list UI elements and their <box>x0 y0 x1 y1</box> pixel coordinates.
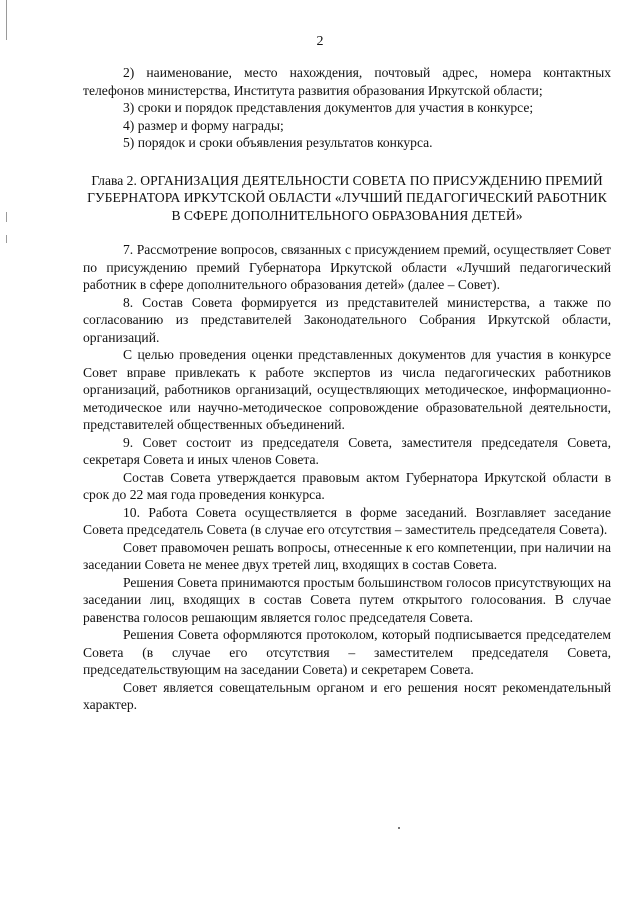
scan-margin-mark <box>6 212 7 222</box>
paragraph: 7. Рассмотрение вопросов, связанных с присуждением премий, осуществляет Совет по присуждению премий Губернатора Иркутской области «Лучший педагогический работник в сфере дополнительного образования детей» (далее – Совет). <box>83 242 611 292</box>
chapter-heading: Глава 2. ОРГАНИЗАЦИЯ ДЕЯТЕЛЬНОСТИ СОВЕТА ПО ПРИСУЖДЕНИЮ ПРЕМИЙ ГУБЕРНАТОРА ИРКУТСКОЙ ОБЛАСТИ «ЛУЧШИЙ ПЕДАГОГИЧЕСКИЙ РАБОТНИК В СФЕРЕ ДОПОЛНИТЕЛЬНОГО ОБРАЗОВАНИЯ ДЕТЕЙ» <box>87 172 607 223</box>
document-body <box>83 64 611 714</box>
list-item: 5) порядок и сроки объявления результатов конкурса. <box>123 135 433 150</box>
list-item: 2) наименование, место нахождения, почтовый адрес, номера контактных телефонов министерства, Института развития образования Иркутской области; <box>83 65 611 98</box>
scan-margin-mark <box>6 235 7 243</box>
paragraph: Совет правомочен решать вопросы, отнесенные к его компетенции, при наличии на заседании Совета не менее двух третей лиц, входящих в состав Совета. <box>83 539 611 572</box>
paragraph: Решения Совета оформляются протоколом, который подписывается председателем Совета (в случае его отсутствия – заместителем председателя Совета, председательствующим на заседании Совета) и секретарем Совета. <box>83 627 611 677</box>
paragraph: 9. Совет состоит из председателя Совета, заместителя председателя Совета, секретаря Совета и иных членов Совета. <box>83 434 611 467</box>
paragraph: Состав Совета утверждается правовым актом Губернатора Иркутской области в срок до 22 мая года проведения конкурса. <box>83 469 611 502</box>
list-item: 4) размер и форму награды; <box>123 117 284 133</box>
scan-dot <box>398 827 400 829</box>
paragraph: Решения Совета принимаются простым большинством голосов присутствующих на заседании лиц, входящих в состав Совета путем открытого голосования. В случае равенства голосов решающим является голос председателя Совета. <box>83 574 611 625</box>
paragraph: С целью проведения оценки представленных документов для участия в конкурсе Совет вправе привлекать к работе экспертов из числа педагогических работников организаций, работников организаций, осуществляющих методическое, информационно-методическое или научно-методическое сопровождение образовательной деятельности, представителей общественных объединений. <box>83 347 611 432</box>
paragraph: Совет является совещательным органом и его решения носят рекомендательный характер. <box>83 679 611 712</box>
page-number: 2 <box>316 34 324 49</box>
paragraph: 8. Состав Совета формируется из представителей министерства, а также по согласованию из представителей Законодательного Собрания Иркутской области, организаций. <box>83 294 611 345</box>
paragraph: 10. Работа Совета осуществляется в форме заседаний. Возглавляет заседание Совета председатель Совета (в случае его отсутствия – заместитель председателя Совета). <box>83 504 611 537</box>
list-item: 3) сроки и порядок представления документов для участия в конкурсе; <box>123 100 534 115</box>
